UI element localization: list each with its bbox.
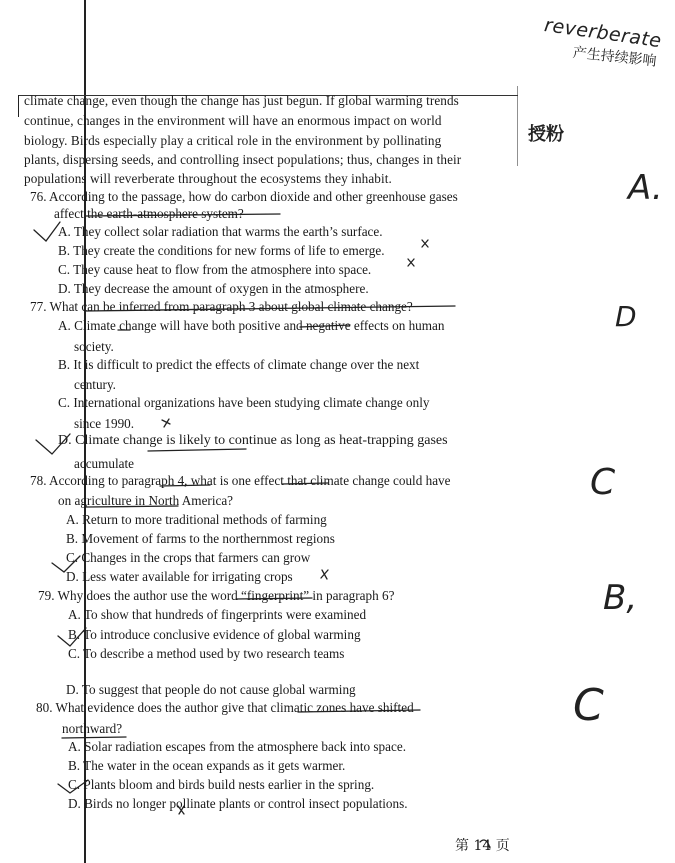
question-77-option: since 1990.	[74, 416, 135, 431]
question-77-option: A. Climate change will have both positive and negative effects on human	[58, 318, 445, 333]
question-78-stem: 78. According to paragraph 4, what is one effect that climate change could have	[30, 473, 451, 488]
question-77-option: society.	[74, 339, 114, 354]
question-77-option: B. It is difficult to predict the effects of climate change over the next	[58, 357, 420, 372]
passage-line: climate change, even though the change has just begun. If global warming trends	[24, 93, 459, 108]
question-77-option: C. International organizations have been studying climate change only	[58, 395, 430, 410]
question-78-option: C. Changes in the crops that farmers can grow	[66, 550, 311, 565]
question-79-option: C. To describe a method used by two research teams	[68, 646, 345, 661]
question-80-option: B. The water in the ocean expands as it gets warmer.	[68, 758, 346, 773]
question-77-option: accumulate	[74, 456, 135, 471]
passage-line: populations will reverberate throughout the ecosystems they inhabit.	[24, 171, 392, 186]
question-80-stem: 80. What evidence does the author give that climatic zones have shifted	[36, 700, 414, 715]
cross-icon	[178, 806, 184, 814]
question-79-option: D. To suggest that people do not cause global warming	[66, 682, 356, 697]
question-80-stem: northward?	[62, 721, 123, 736]
question-76-stem: 76. According to the passage, how do carbon dioxide and other greenhouse gases	[30, 189, 458, 204]
question-79-option: B. To introduce conclusive evidence of global warming	[68, 627, 361, 642]
handwritten-answer-79: B,	[603, 578, 638, 618]
passage-line: continue, changes in the environment will have an enormous impact on world	[24, 113, 442, 128]
question-79-option: A. To show that hundreds of fingerprints were examined	[68, 607, 367, 622]
question-78-stem: on agriculture in North America?	[58, 493, 234, 508]
question-76-option: D. They decrease the amount of oxygen in the atmosphere.	[58, 281, 369, 296]
question-76-option: B. They create the conditions for new forms of life to emerge.	[58, 243, 385, 258]
passage-line: biology. Birds especially play a critical role in the environment by pollinating	[24, 133, 442, 148]
question-76-option: A. They collect solar radiation that warms the earth’s surface.	[58, 224, 383, 239]
question-78-option: A. Return to more traditional methods of farming	[66, 512, 327, 527]
question-78-option: B. Movement of farms to the northernmost regions	[66, 531, 335, 546]
page-number: 第 14 页	[455, 838, 510, 854]
passage-line: plants, dispersing seeds, and controlling insect populations; thus, changes in their	[24, 152, 462, 167]
handwritten-answer-77: D	[615, 300, 637, 333]
handwritten-answer-80: C	[573, 680, 604, 731]
handwritten-word-note: reverberate	[542, 14, 663, 53]
cross-icon	[162, 419, 170, 427]
checkmark-icon	[58, 628, 86, 646]
question-76-stem: affect the earth-atmosphere system?	[54, 206, 244, 221]
checkmark-icon	[52, 556, 80, 572]
question-80-option: D. Birds no longer pollinate plants or control insect populations.	[68, 796, 408, 811]
checkmark-icon	[34, 222, 60, 241]
question-79-stem: 79. Why does the author use the word “fingerprint” in paragraph 6?	[38, 588, 395, 603]
question-80-option: A. Solar radiation escapes from the atmosphere back into space.	[68, 739, 406, 754]
question-77-option: D. Climate change is likely to continue as long as heat-trapping gases	[58, 433, 448, 448]
handwritten-chinese-note: 产生持续影响	[572, 44, 658, 70]
question-78-option: D. Less water available for irrigating crops	[66, 569, 293, 584]
question-77-option: century.	[74, 377, 116, 392]
checkmark-icon	[58, 780, 88, 793]
handwritten-answer-78: C	[590, 462, 616, 503]
cross-icon	[408, 259, 414, 266]
checkmark-icon	[36, 434, 70, 454]
question-76-option: C. They cause heat to flow from the atmosphere into space.	[58, 262, 372, 277]
handwritten-answer-76: A.	[628, 168, 663, 208]
handwritten-chinese-note-2: 授粉	[528, 124, 564, 145]
cross-icon	[422, 240, 428, 247]
question-77-stem: 77. What can be inferred from paragraph 3 about global climate change?	[30, 299, 413, 314]
cross-icon	[321, 570, 328, 579]
question-80-option: C. Plants bloom and birds build nests earlier in the spring.	[68, 777, 375, 792]
